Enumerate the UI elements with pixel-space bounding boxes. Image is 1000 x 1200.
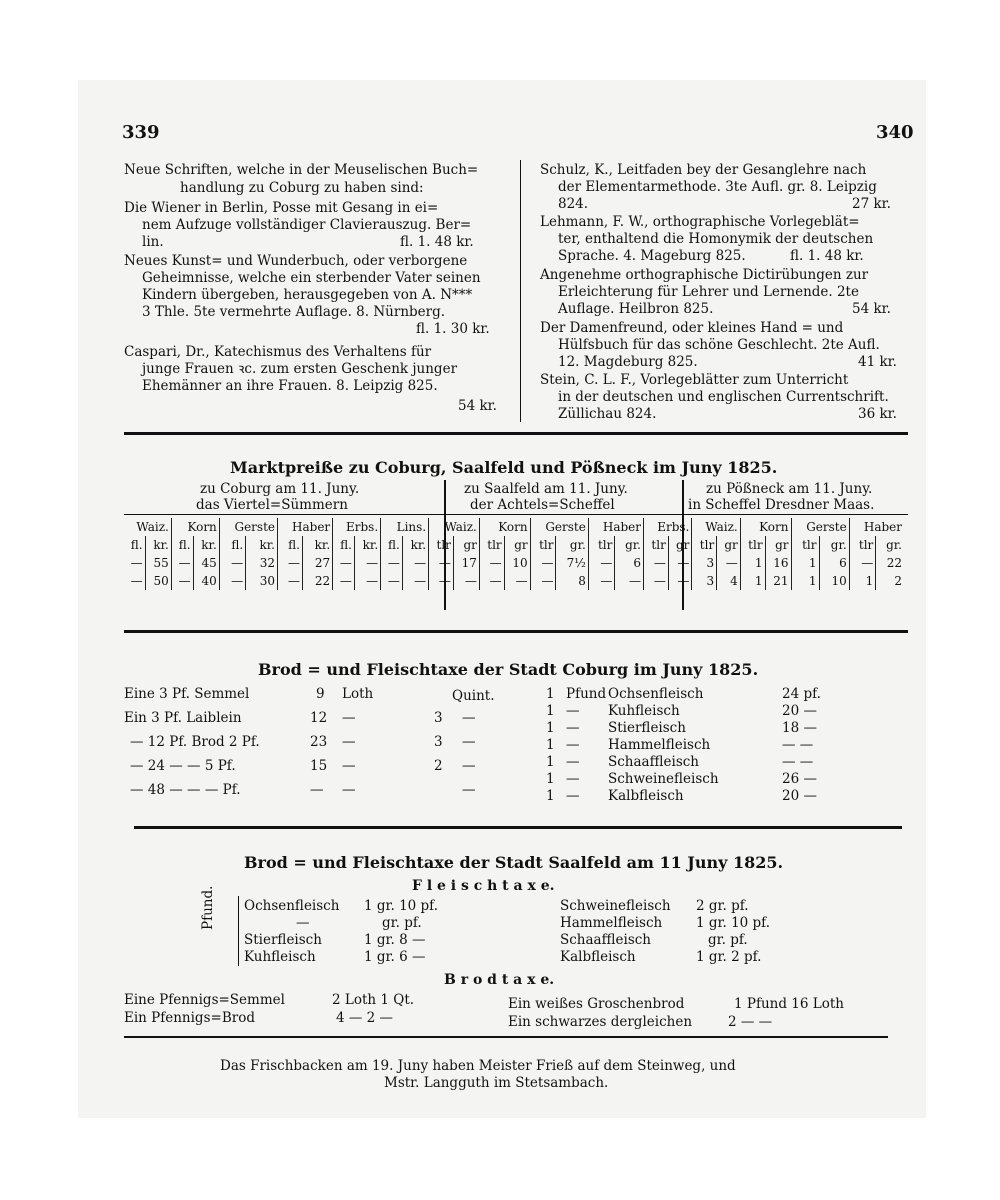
market-price-cell: —: [504, 572, 530, 590]
meat-price: 20 —: [782, 788, 817, 804]
market-price-cell: —: [381, 572, 403, 590]
market-unit-cell: kr.: [246, 536, 278, 554]
market-price-cell: —: [668, 554, 692, 572]
bread-quint-unit: —: [462, 758, 476, 774]
market-price-cell: —: [402, 572, 428, 590]
market-price-cell: —: [278, 554, 303, 572]
meat-unit: —: [566, 720, 580, 736]
book-line: Züllichau 824.: [558, 406, 657, 422]
meat-name: —: [296, 915, 310, 931]
market-price-cell: —: [429, 572, 454, 590]
market-price-cell: 16: [765, 554, 791, 572]
market-price-cell: —: [219, 572, 245, 590]
meat-price: gr. pf.: [382, 915, 422, 931]
book-line: Schulz, K., Leitfaden bey der Gesanglehre nach: [540, 162, 867, 178]
market-price-cell: —: [219, 554, 245, 572]
meat-price: 1 gr. 2 pf.: [696, 949, 762, 965]
bread-quint-unit: —: [462, 734, 476, 750]
market-price-cell: —: [717, 554, 741, 572]
divider-rule: [124, 630, 908, 633]
meat-unit: Pfund: [566, 686, 607, 702]
meat-count: 1: [546, 771, 555, 787]
book-price: fl. 1. 48 kr.: [400, 234, 474, 250]
bread-amount: 2 — —: [728, 1014, 773, 1030]
market-price-cell: —: [402, 554, 428, 572]
coburg-taxe-title: Brod = und Fleischtaxe der Stadt Coburg im Juny 1825.: [258, 660, 759, 679]
market-good: Haber: [278, 518, 333, 536]
market-unit-cell: kr.: [193, 536, 219, 554]
meat-name: Kuhfleisch: [608, 703, 680, 719]
book-line: ter, enthaltend die Homonymik der deutschen: [558, 231, 874, 247]
market-price-cell: 4: [717, 572, 741, 590]
market-price-cell: 2: [876, 572, 904, 590]
meat-price: gr. pf.: [708, 932, 748, 948]
book-price: fl. 1. 48 kr.: [790, 248, 864, 264]
book-line: Kindern übergeben, herausgegeben von A. N***: [142, 287, 473, 303]
book-line: junge Frauen ꝛc. zum ersten Geschenk junger: [142, 361, 458, 377]
market-price-row: [124, 572, 904, 590]
market-price-cell: —: [588, 572, 615, 590]
bread-amount: 4 — 2 —: [336, 1010, 394, 1026]
market-price-cell: 8: [556, 572, 588, 590]
bread-quint-unit: —: [462, 710, 476, 726]
fleisch-heading: F l e i s c h t a x e.: [412, 878, 555, 894]
brace: [238, 896, 239, 966]
market-unit-cell: tlr: [429, 536, 454, 554]
market-group-unit: in Scheffel Dresdner Maas.: [688, 497, 875, 513]
bread-amount: 1 Pfund 16 Loth: [734, 996, 844, 1012]
book-line: Neues Kunst= und Wunderbuch, oder verborgene: [124, 253, 468, 269]
meat-count: 1: [546, 703, 555, 719]
meat-name: Hammelfleisch: [560, 915, 663, 931]
meat-name: Schaaffleisch: [608, 754, 699, 770]
book-line: Ehemänner an ihre Frauen. 8. Leipzig 825.: [142, 378, 438, 394]
meat-name: Ochsenfleisch: [244, 898, 340, 914]
bread-item: — 48 — — — Pf.: [130, 782, 241, 798]
market-group-title: zu Saalfeld am 11. Juny.: [464, 481, 628, 497]
meat-count: 1: [546, 720, 555, 736]
book-price: 27 kr.: [852, 196, 891, 212]
market-unit-cell: kr.: [303, 536, 333, 554]
bread-weight: 15: [310, 758, 328, 774]
quint-label: Quint.: [452, 688, 495, 704]
book-price: fl. 1. 30 kr.: [416, 321, 490, 337]
bread-quint: 3: [434, 734, 443, 750]
market-unit-cell: gr.: [556, 536, 588, 554]
bread-weight: 23: [310, 734, 328, 750]
market-unit-cell: kr.: [145, 536, 171, 554]
page-number-right: 340: [876, 122, 914, 143]
book-line: Stein, C. L. F., Vorlegeblätter zum Unterricht: [540, 372, 849, 388]
bread-item: Eine 3 Pf. Semmel: [124, 686, 250, 702]
market-unit-cell: gr.: [819, 536, 849, 554]
market-price-row: [124, 554, 904, 572]
book-line: Erleichterung für Lehrer und Lernende. 2te: [558, 284, 859, 300]
market-group-unit: das Viertel=Sümmern: [196, 497, 348, 513]
meat-name: Hammelfleisch: [608, 737, 711, 753]
bread-unit: —: [342, 734, 356, 750]
market-good: Waiz.: [136, 520, 169, 534]
market-good: Gerste: [530, 518, 588, 536]
market-price-cell: —: [381, 554, 403, 572]
market-unit-cell: gr: [504, 536, 530, 554]
bread-name: Eine Pfennigs=Semmel: [124, 992, 285, 1008]
market-goods-row: [124, 518, 904, 536]
market-price-cell: 7½: [556, 554, 588, 572]
market-unit-cell: gr: [717, 536, 741, 554]
book-line: lin.: [142, 234, 164, 250]
book-price: 41 kr.: [858, 354, 897, 370]
market-unit-cell: gr.: [876, 536, 904, 554]
market-good: Korn: [479, 518, 530, 536]
market-price-cell: 22: [303, 572, 333, 590]
market-group-title: zu Coburg am 11. Juny.: [200, 481, 360, 497]
market-unit-cell: fl.: [219, 536, 245, 554]
meat-count: 1: [546, 737, 555, 753]
bread-item: — 24 — — 5 Pf.: [130, 758, 236, 774]
divider-rule: [134, 826, 902, 829]
market-price-cell: —: [171, 554, 193, 572]
market-price-cell: —: [644, 554, 669, 572]
market-title: Marktpreiße zu Coburg, Saalfeld und Pößneck im Juny 1825.: [230, 458, 778, 477]
market-price-cell: 3: [692, 572, 717, 590]
market-unit-cell: fl.: [333, 536, 355, 554]
footer-line: Das Frischbacken am 19. Juny haben Meister Frieß auf dem Steinweg, und: [220, 1058, 736, 1074]
bread-weight: 12: [310, 710, 328, 726]
bread-item: — 12 Pf. Brod 2 Pf.: [130, 734, 260, 750]
meat-price: 1 gr. 10 pf.: [364, 898, 438, 914]
market-unit-cell: kr.: [402, 536, 428, 554]
meat-unit: —: [566, 754, 580, 770]
market-price-cell: 6: [819, 554, 849, 572]
market-unit-cell: tlr: [740, 536, 765, 554]
market-good: Waiz.: [429, 518, 480, 536]
market-price-cell: —: [479, 572, 504, 590]
market-price-cell: 32: [246, 554, 278, 572]
meat-count: 1: [546, 788, 555, 804]
meat-count: 1: [546, 686, 555, 702]
meat-name: Stierfleisch: [608, 720, 686, 736]
brod-heading: B r o d t a x e.: [444, 972, 555, 988]
books-left-heading-2: handlung zu Coburg zu haben sind:: [180, 180, 424, 196]
market-unit-cell: gr: [765, 536, 791, 554]
divider-rule: [124, 1036, 888, 1038]
market-unit-cell: fl.: [130, 538, 143, 552]
meat-price: 26 —: [782, 771, 817, 787]
book-line: in der deutschen und englischen Currentschrift.: [558, 389, 889, 405]
market-price-cell: 6: [615, 554, 644, 572]
meat-name: Kalbfleisch: [560, 949, 636, 965]
market-unit-cell: tlr: [791, 536, 819, 554]
market-unit-cell: tlr: [479, 536, 504, 554]
meat-unit: —: [566, 737, 580, 753]
market-unit-row: [124, 536, 904, 554]
market-price-cell: —: [333, 554, 355, 572]
market-price-cell: —: [429, 554, 454, 572]
market-price-cell: 40: [193, 572, 219, 590]
market-price-cell: —: [171, 572, 193, 590]
meat-price: 20 —: [782, 703, 817, 719]
market-price-cell: —: [530, 572, 556, 590]
market-good: Gerste: [791, 518, 849, 536]
book-line: Die Wiener in Berlin, Posse mit Gesang in ei=: [124, 200, 439, 216]
bread-name: Ein weißes Groschenbrod: [508, 996, 685, 1012]
market-unit-cell: gr: [668, 536, 692, 554]
market-price-cell: —: [530, 554, 556, 572]
meat-name: Schaaffleisch: [560, 932, 651, 948]
saalfeld-taxe-title: Brod = und Fleischtaxe der Stadt Saalfeld am 11 Juny 1825.: [244, 853, 784, 872]
book-line: 3 Thle. 5te vermehrte Auflage. 8. Nürnberg.: [142, 304, 446, 320]
bread-unit: —: [342, 782, 356, 798]
meat-price: 1 gr. 6 —: [364, 949, 426, 965]
market-unit-cell: fl.: [171, 536, 193, 554]
meat-price: 18 —: [782, 720, 817, 736]
meat-price: — —: [782, 737, 814, 753]
market-price-cell: 30: [246, 572, 278, 590]
market-unit-cell: kr.: [354, 536, 380, 554]
book-line: Der Damenfreund, oder kleines Hand = und: [540, 320, 844, 336]
market-price-cell: —: [130, 556, 143, 570]
market-price-cell: 27: [303, 554, 333, 572]
meat-name: Ochsenfleisch: [608, 686, 704, 702]
meat-name: Kalbfleisch: [608, 788, 684, 804]
market-good: Haber: [588, 518, 643, 536]
market-good: Gerste: [219, 518, 277, 536]
book-line: Geheimnisse, welche ein sterbender Vater seinen: [142, 270, 481, 286]
book-price: 54 kr.: [852, 301, 891, 317]
market-price-cell: 1: [849, 572, 876, 590]
market-price-cell: 50: [145, 572, 171, 590]
market-table: [124, 518, 904, 590]
market-good: Haber: [849, 518, 904, 536]
book-line: nem Aufzuge vollständiger Clavierauszug. Ber=: [142, 217, 472, 233]
pfund-label: Pfund.: [200, 885, 216, 930]
bread-unit: —: [342, 710, 356, 726]
book-line: Angenehme orthographische Dictirübungen zur: [540, 267, 869, 283]
meat-name: Kuhfleisch: [244, 949, 316, 965]
market-unit-cell: tlr: [644, 536, 669, 554]
market-price-cell: 1: [791, 572, 819, 590]
market-unit-cell: tlr: [692, 536, 717, 554]
market-unit-cell: fl.: [278, 536, 303, 554]
market-good: Korn: [171, 518, 219, 536]
market-good: Korn: [740, 518, 791, 536]
meat-unit: —: [566, 788, 580, 804]
meat-price: 24 pf.: [782, 686, 821, 702]
market-unit-cell: tlr: [849, 536, 876, 554]
market-price-cell: 17: [453, 554, 479, 572]
market-price-cell: 10: [504, 554, 530, 572]
market-price-cell: 1: [740, 554, 765, 572]
meat-price: 2 gr. pf.: [696, 898, 749, 914]
meat-unit: —: [566, 771, 580, 787]
meat-count: 1: [546, 754, 555, 770]
meat-name: Schweinefleisch: [560, 898, 671, 914]
book-line: Sprache. 4. Mageburg 825.: [558, 248, 746, 264]
book-line: 12. Magdeburg 825.: [558, 354, 698, 370]
bread-quint: 2: [434, 758, 443, 774]
bread-item: Ein 3 Pf. Laiblein: [124, 710, 242, 726]
market-unit-cell: fl.: [381, 536, 403, 554]
bread-name: Ein Pfennigs=Brod: [124, 1010, 255, 1026]
market-price-cell: —: [130, 574, 143, 588]
book-line: Hülfsbuch für das schöne Geschlecht. 2te Aufl.: [558, 337, 880, 353]
market-price-cell: —: [849, 554, 876, 572]
divider-rule: [124, 432, 908, 435]
market-good: Lins.: [381, 518, 429, 536]
book-line: Auflage. Heilbron 825.: [558, 301, 714, 317]
market-unit-cell: gr.: [615, 536, 644, 554]
market-good: Erbs.: [333, 518, 381, 536]
market-price-cell: —: [354, 572, 380, 590]
market-price-cell: —: [479, 554, 504, 572]
market-price-cell: 22: [876, 554, 904, 572]
market-unit-cell: tlr: [530, 536, 556, 554]
bread-quint: 3: [434, 710, 443, 726]
market-price-cell: —: [668, 572, 692, 590]
meat-name: Stierfleisch: [244, 932, 322, 948]
market-price-cell: —: [354, 554, 380, 572]
bread-name: Ein schwarzes dergleichen: [508, 1014, 693, 1030]
market-group-title: zu Pößneck am 11. Juny.: [706, 481, 873, 497]
page-number-left: 339: [122, 122, 160, 143]
books-left-heading-1: Neue Schriften, welche in der Meuselischen Buch=: [124, 162, 479, 178]
market-good: Waiz.: [692, 518, 740, 536]
market-good: Erbs.: [644, 518, 692, 536]
bread-quint: —: [462, 782, 476, 798]
book-price: 54 kr.: [458, 398, 497, 414]
market-price-cell: —: [615, 572, 644, 590]
book-price: 36 kr.: [858, 406, 897, 422]
book-line: Lehmann, F. W., orthographische Vorlegeblät=: [540, 214, 860, 230]
column-divider: [520, 160, 521, 422]
market-group-unit: der Achtels=Scheffel: [470, 497, 615, 513]
meat-price: 1 gr. 8 —: [364, 932, 426, 948]
book-line: Caspari, Dr., Katechismus des Verhaltens für: [124, 344, 432, 360]
meat-name: Schweinefleisch: [608, 771, 719, 787]
bread-weight: —: [310, 782, 324, 798]
market-price-cell: 3: [692, 554, 717, 572]
bread-unit: —: [342, 758, 356, 774]
market-price-cell: 55: [145, 554, 171, 572]
book-line: 824.: [558, 196, 589, 212]
market-price-cell: 1: [740, 572, 765, 590]
footer-line: Mstr. Langguth im Stetsambach.: [384, 1075, 609, 1091]
bread-unit: Loth: [342, 686, 374, 702]
market-price-cell: 1: [791, 554, 819, 572]
meat-unit: —: [566, 703, 580, 719]
market-price-cell: —: [453, 572, 479, 590]
market-price-cell: 45: [193, 554, 219, 572]
book-line: der Elementarmethode. 3te Aufl. gr. 8. Leipzig: [558, 179, 877, 195]
bread-weight: 9: [316, 686, 325, 702]
market-price-cell: —: [644, 572, 669, 590]
market-rule: [124, 514, 908, 515]
market-unit-cell: gr: [453, 536, 479, 554]
market-price-cell: —: [588, 554, 615, 572]
market-price-cell: —: [278, 572, 303, 590]
market-price-cell: 21: [765, 572, 791, 590]
meat-price: — —: [782, 754, 814, 770]
bread-amount: 2 Loth 1 Qt.: [332, 992, 415, 1008]
meat-price: 1 gr. 10 pf.: [696, 915, 770, 931]
market-price-cell: 10: [819, 572, 849, 590]
market-unit-cell: tlr: [588, 536, 615, 554]
market-price-cell: —: [333, 572, 355, 590]
